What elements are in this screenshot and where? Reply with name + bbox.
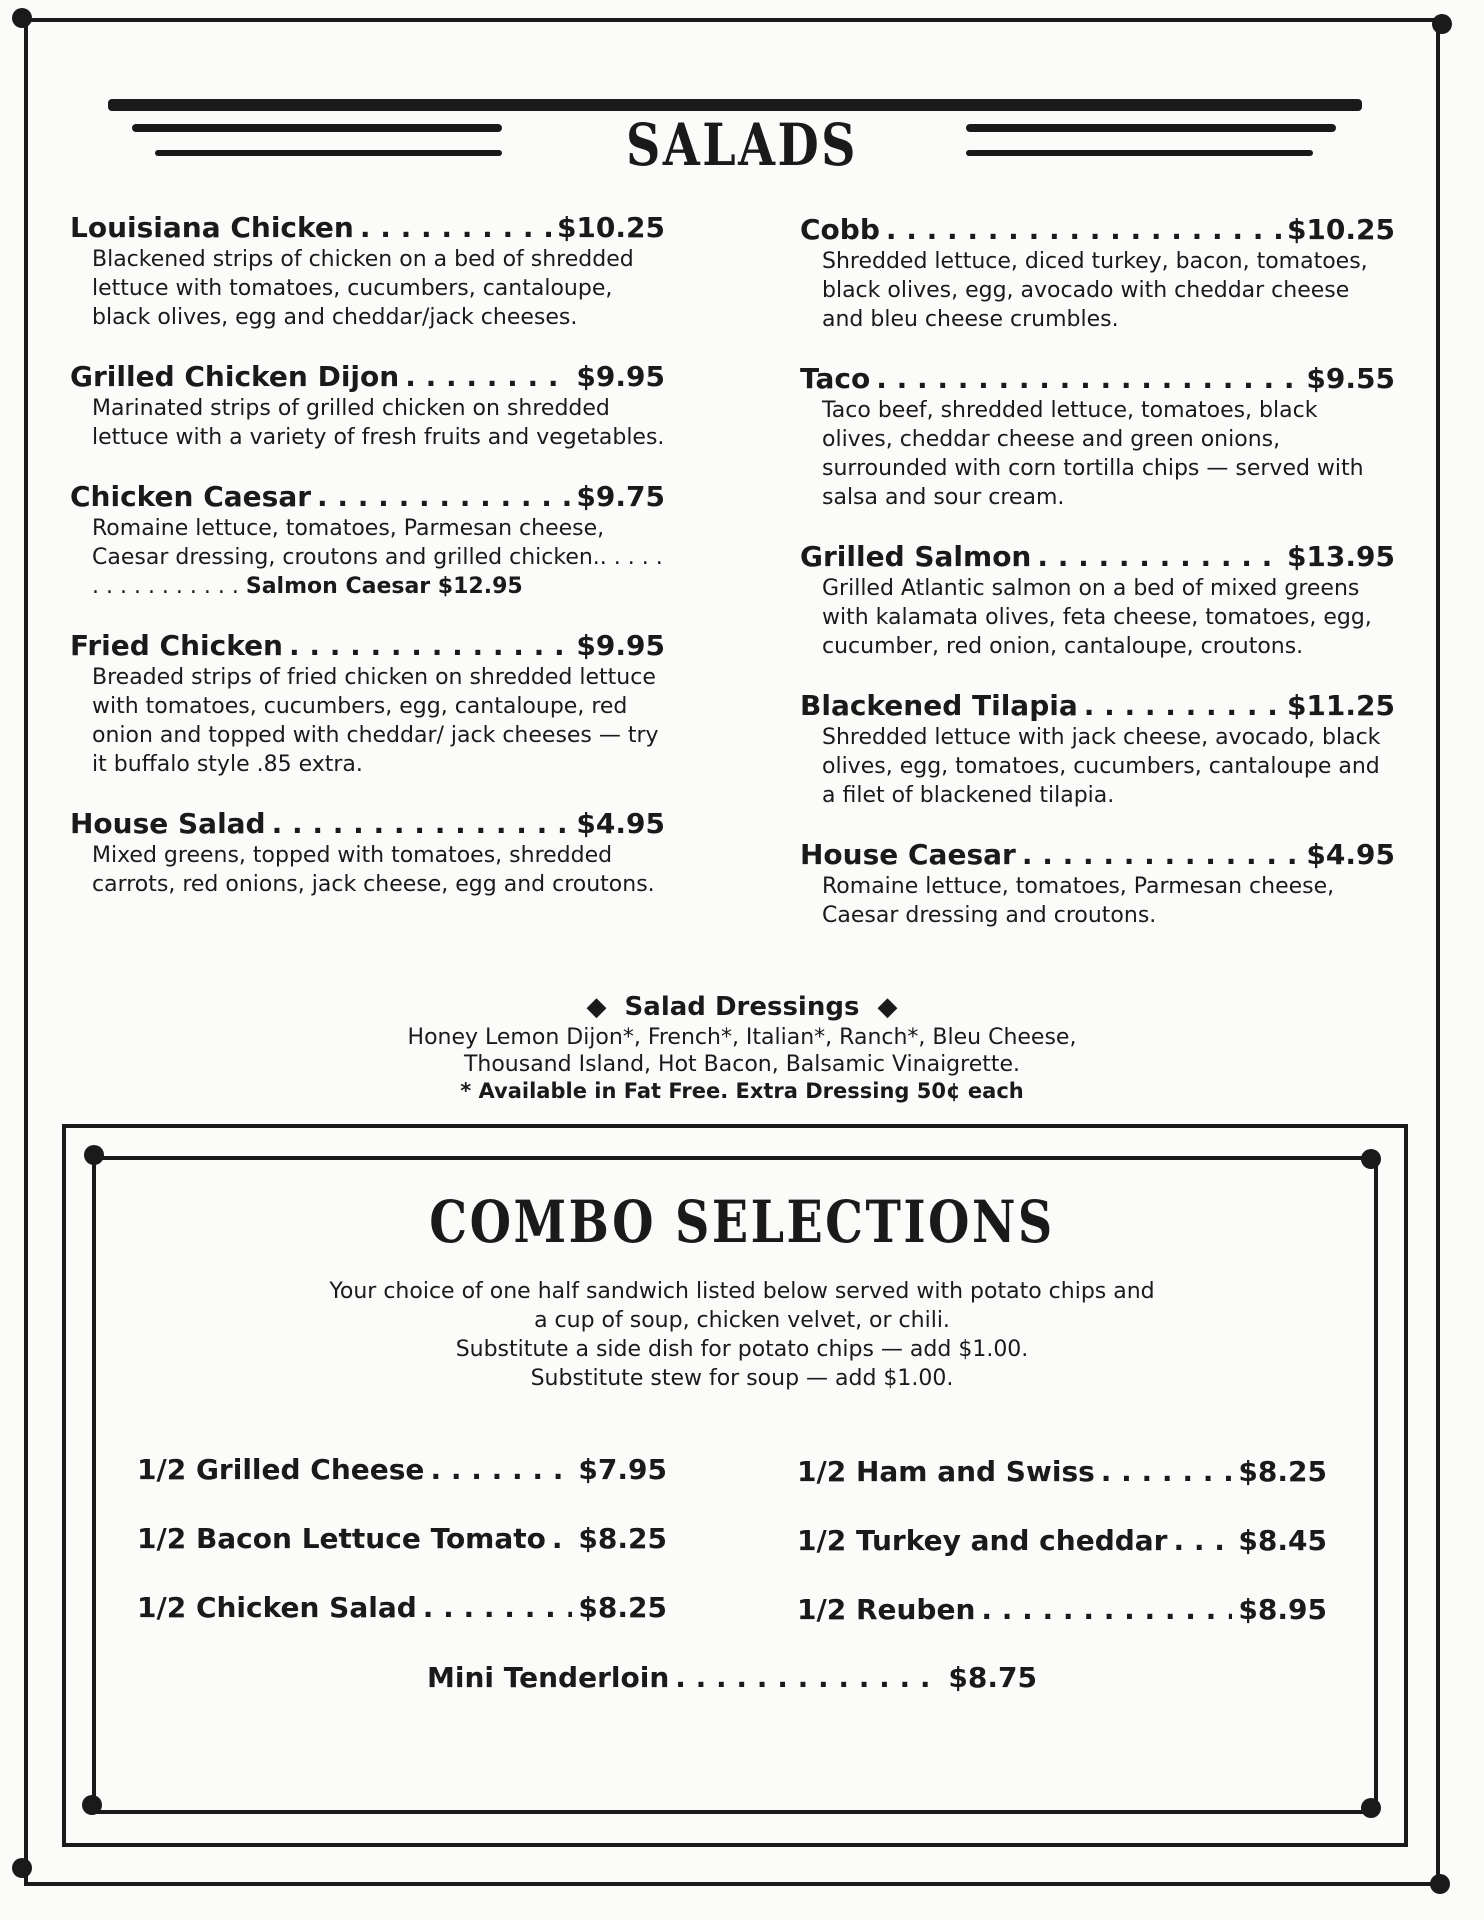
menu-item-name: Cobb [800, 213, 880, 246]
menu-item-description-text: Grilled Atlantic salmon on a bed of mixed greens with kalamata olives, feta cheese, tomatoes, egg, cucumber, red onion, cantaloupe, croutons. [822, 576, 1372, 659]
combo-intro-line: Substitute stew for soup — add $1.00. [530, 1366, 954, 1391]
menu-item-header [70, 480, 665, 514]
combo-item-center [427, 1661, 1037, 1730]
combo-item [137, 1522, 667, 1591]
menu-item-description-text: Mixed greens, topped with tomatoes, shredded carrots, red onions, jack cheese, egg and croutons. [92, 843, 655, 897]
menu-item-description-text: Romaine lettuce, tomatoes, Parmesan cheese, Caesar dressing and croutons. [822, 874, 1335, 928]
menu-item-header [800, 689, 1395, 723]
combo-item-price: $7.95 [578, 1453, 667, 1486]
menu-item [70, 480, 665, 601]
salads-title: SALADS [626, 111, 858, 179]
dot-leader [430, 1453, 572, 1486]
menu-item [800, 689, 1395, 810]
menu-item-description-text: Shredded lettuce with jack cheese, avocado, black olives, egg, tomatoes, cucumbers, cantaloupe and a filet of blackened tilapia. [822, 725, 1381, 808]
menu-item [70, 807, 665, 899]
dressings-heading [0, 990, 1484, 1024]
corner-ornament [1361, 1798, 1381, 1818]
combo-intro-line: a cup of soup, chicken velvet, or chili. [534, 1308, 950, 1333]
menu-item-description-text: Blackened strips of chicken on a bed of shredded lettuce with tomatoes, cucumbers, cantaloupe, black olives, egg and cheddar/jack cheeses. [92, 247, 634, 330]
combo-item [137, 1591, 667, 1660]
combo-right-column [797, 1455, 1327, 1662]
menu-item-description [822, 872, 1395, 930]
menu-item-header [70, 360, 665, 394]
dot-leader [423, 1591, 573, 1624]
dot-leader [1101, 1455, 1233, 1488]
combo-item [797, 1455, 1327, 1524]
menu-item-header [800, 838, 1395, 872]
dot-leader [360, 211, 551, 245]
menu-item [70, 360, 665, 452]
corner-ornament [84, 1145, 104, 1165]
menu-item-description: Romaine lettuce, tomatoes, Parmesan cheese, Caesar dressing, croutons and grilled chicken.. . . . . . . . . . . . . . . . Salmon Caesar $12.95 [92, 516, 663, 599]
menu-item-price: $10.25 [1286, 213, 1395, 246]
combo-intro-line: Your choice of one half sandwich listed below served with potato chips and [329, 1279, 1155, 1304]
menu-item-name: Taco [800, 362, 871, 395]
menu-item-description [822, 396, 1395, 512]
menu-item-description-text: Shredded lettuce, diced turkey, bacon, tomatoes, black olives, egg, avocado with cheddar cheese and bleu cheese crumbles. [822, 249, 1368, 332]
diamond-icon: ◆ [877, 992, 898, 1022]
menu-item-description-text: Breaded strips of fried chicken on shredded lettuce with tomatoes, cucumbers, egg, cantaloupe, red onion and topped with cheddar/ jack cheeses — try it buffalo style .85 extra. [92, 665, 659, 777]
menu-item-description [92, 394, 665, 452]
menu-item-header [70, 807, 665, 841]
corner-ornament [12, 8, 32, 28]
menu-item-header [70, 629, 665, 663]
menu-item [800, 838, 1395, 930]
menu-item-description [822, 247, 1395, 334]
menu-item-description-text: Romaine lettuce, tomatoes, Parmesan cheese, Caesar dressing, croutons and grilled chicken.. [92, 516, 607, 570]
menu-item-description-text: Taco beef, shredded lettuce, tomatoes, black olives, cheddar cheese and green onions, surrounded with corn tortilla chips — served with salsa and sour cream. [822, 398, 1364, 510]
menu-item-description [92, 841, 665, 899]
menu-item-description [92, 663, 665, 779]
combo-item-name: 1/2 Reuben [797, 1593, 976, 1626]
combo-item-name: Mini Tenderloin [427, 1661, 670, 1694]
dressings-title: Salad Dressings [624, 992, 860, 1022]
corner-ornament [1432, 14, 1452, 34]
dot-leader [272, 807, 571, 841]
dot-leader [1174, 1524, 1233, 1557]
menu-item-name: Blackened Tilapia [800, 689, 1078, 722]
menu-item-price: $9.95 [576, 629, 665, 662]
dressings-note: * Available in Fat Free. Extra Dressing 50¢ each [460, 1079, 1024, 1103]
combo-item-name: 1/2 Chicken Salad [137, 1591, 417, 1624]
dot-leader [1037, 540, 1281, 574]
dressings-line: Thousand Island, Hot Bacon, Balsamic Vinaigrette. [463, 1052, 1021, 1077]
combo-item-name: 1/2 Bacon Lettuce Tomato [137, 1522, 546, 1555]
dot-leader [981, 1593, 1232, 1626]
menu-item [70, 629, 665, 779]
menu-item-description [92, 245, 665, 332]
menu-item-name: Grilled Chicken Dijon [70, 360, 400, 393]
menu-item-header [800, 540, 1395, 574]
menu-item [800, 213, 1395, 334]
corner-ornament [12, 1858, 32, 1878]
combo-item-name: 1/2 Ham and Swiss [797, 1455, 1095, 1488]
menu-item-price: $13.95 [1286, 540, 1395, 573]
menu-item-name: House Caesar [800, 838, 1016, 871]
corner-ornament [1361, 1149, 1381, 1169]
combo-item-price: $8.75 [948, 1661, 1037, 1694]
menu-item-price: $11.25 [1286, 689, 1395, 722]
menu-item-description-text: Marinated strips of grilled chicken on shredded lettuce with a variety of fresh fruits and vegetables. [92, 396, 665, 450]
menu-item-extra: Salmon Caesar $12.95 [245, 574, 523, 599]
menu-item-name: Grilled Salmon [800, 540, 1032, 573]
menu-item-name: Louisiana Chicken [70, 211, 354, 244]
menu-item-price: $4.95 [576, 807, 665, 840]
combo-intro-line: Substitute a side dish for potato chips — add $1.00. [455, 1337, 1029, 1362]
dot-leader [876, 362, 1300, 396]
menu-item-name: Fried Chicken [70, 629, 283, 662]
dressings-line: Honey Lemon Dijon*, French*, Italian*, Ranch*, Bleu Cheese, [407, 1025, 1077, 1050]
menu-item [800, 540, 1395, 661]
dot-leader [675, 1661, 942, 1694]
combo-item-price: $8.45 [1238, 1524, 1327, 1557]
menu-item-header [70, 211, 665, 245]
combo-left-column [137, 1453, 667, 1660]
salad-dressings [0, 990, 1484, 1105]
combo-item-price: $8.95 [1238, 1593, 1327, 1626]
dot-leader [405, 360, 570, 394]
salads-right-column [800, 213, 1395, 958]
menu-item-name: House Salad [70, 807, 266, 840]
dot-leader [886, 213, 1281, 247]
dot-leader [1084, 689, 1281, 723]
menu-item-description [822, 723, 1395, 810]
dot-leader [1022, 838, 1301, 872]
combo-item-name: 1/2 Turkey and cheddar [797, 1524, 1168, 1557]
menu-item-header [800, 213, 1395, 247]
menu-item-header [800, 362, 1395, 396]
menu-item-price: $9.75 [576, 480, 665, 513]
diamond-icon: ◆ [586, 992, 607, 1022]
corner-ornament [82, 1795, 102, 1815]
dot-leader [289, 629, 570, 663]
menu-item [800, 362, 1395, 512]
combo-title: COMBO SELECTIONS [429, 1188, 1055, 1256]
combo-item [797, 1524, 1327, 1593]
combo-intro [0, 1277, 1484, 1393]
menu-item-price: $9.55 [1306, 362, 1395, 395]
corner-ornament [1430, 1874, 1450, 1894]
dot-leader [317, 480, 570, 514]
combo-item [797, 1593, 1327, 1662]
combo-item-price: $8.25 [1238, 1455, 1327, 1488]
combo-item [137, 1453, 667, 1522]
menu-item-price: $4.95 [1306, 838, 1395, 871]
menu-item-price: $10.25 [556, 211, 665, 244]
combo-item-price: $8.25 [578, 1522, 667, 1555]
menu-item-price: $9.95 [576, 360, 665, 393]
menu-item-name: Chicken Caesar [70, 480, 312, 513]
dot-leader [552, 1522, 573, 1555]
combo-item-price: $8.25 [578, 1591, 667, 1624]
salads-left-column [70, 211, 665, 927]
menu-item [70, 211, 665, 332]
menu-item-description [822, 574, 1395, 661]
combo-item-name: 1/2 Grilled Cheese [137, 1453, 425, 1486]
